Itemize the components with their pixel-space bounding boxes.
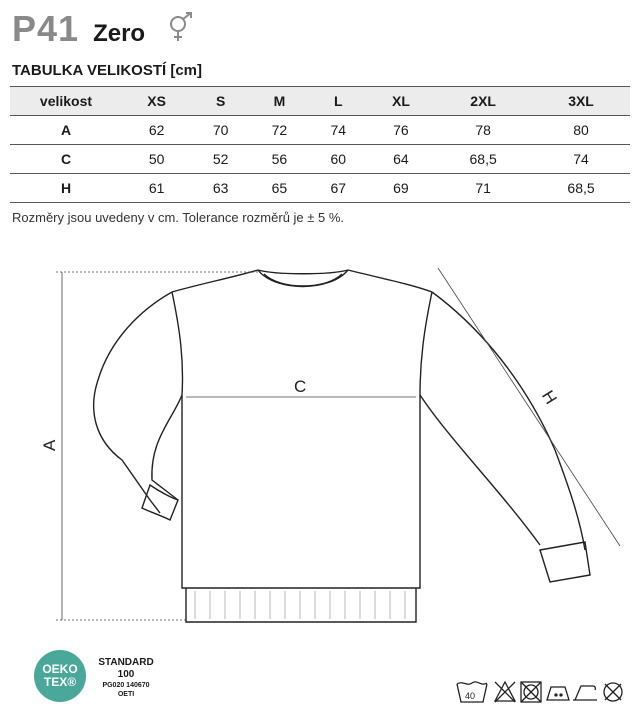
no-bleach-icon bbox=[495, 682, 515, 702]
product-model: Zero bbox=[93, 20, 146, 47]
no-dry-clean-circle-icon bbox=[604, 683, 622, 701]
column-header: XL bbox=[368, 87, 435, 116]
size-table-title: TABULKA VELIKOSTÍ [cm] bbox=[12, 62, 202, 79]
table-cell: 56 bbox=[250, 145, 309, 174]
row-label: C bbox=[10, 145, 122, 174]
standard-number: 100 bbox=[117, 669, 135, 680]
table-row bbox=[10, 116, 630, 145]
product-header bbox=[12, 8, 145, 50]
table-cell: 71 bbox=[434, 174, 532, 203]
no-dry-clean-icon bbox=[573, 686, 597, 700]
table-cell: 65 bbox=[250, 174, 309, 203]
table-cell: 69 bbox=[368, 174, 435, 203]
table-row bbox=[10, 174, 630, 203]
column-header: M bbox=[250, 87, 309, 116]
product-code: P41 bbox=[12, 8, 80, 49]
right-shoulder bbox=[348, 270, 432, 292]
column-header: XS bbox=[122, 87, 191, 116]
left-sleeve-outer bbox=[94, 292, 172, 513]
oeko-line2: TEX® bbox=[43, 675, 77, 689]
right-sleeve-outer bbox=[432, 292, 585, 550]
label-c: C bbox=[294, 377, 307, 396]
table-cell: 72 bbox=[250, 116, 309, 145]
table-cell: 63 bbox=[191, 174, 250, 203]
left-shoulder bbox=[172, 270, 258, 292]
hem-ribbing bbox=[195, 591, 405, 619]
column-header: L bbox=[309, 87, 368, 116]
table-cell: 74 bbox=[532, 145, 630, 174]
table-cell: 74 bbox=[309, 116, 368, 145]
table-cell: 62 bbox=[122, 116, 191, 145]
standard-label: STANDARD bbox=[98, 657, 154, 668]
table-cell: 52 bbox=[191, 145, 250, 174]
tolerance-note: Rozměry jsou uvedeny v cm. Tolerance rozměrů je ± 5 %. bbox=[12, 210, 345, 225]
table-cell: 60 bbox=[309, 145, 368, 174]
no-tumble-dry-icon bbox=[521, 682, 541, 702]
cert-code: PG020 140670 bbox=[102, 682, 150, 689]
label-a: A bbox=[40, 439, 59, 451]
column-header: 3XL bbox=[532, 87, 630, 116]
table-cell: 68,5 bbox=[532, 174, 630, 203]
row-label: H bbox=[10, 174, 122, 203]
wash-temp: 40 bbox=[465, 691, 476, 701]
collar-inner bbox=[264, 274, 342, 286]
table-header-row bbox=[10, 87, 630, 116]
care-symbols bbox=[455, 678, 625, 704]
cert-institute: OETI bbox=[117, 691, 135, 698]
wash-40-icon bbox=[457, 682, 487, 702]
column-header: velikost bbox=[10, 87, 122, 116]
label-h: H bbox=[538, 387, 561, 408]
collar-top bbox=[258, 270, 348, 274]
table-cell: 80 bbox=[532, 116, 630, 145]
right-cuff bbox=[540, 542, 590, 582]
right-sleeve-inner bbox=[420, 395, 540, 545]
table-cell: 50 bbox=[122, 145, 191, 174]
table-cell: 64 bbox=[368, 145, 435, 174]
oeko-tex-logo bbox=[34, 650, 86, 702]
iron-medium-icon bbox=[547, 687, 569, 700]
table-cell: 61 bbox=[122, 174, 191, 203]
table-cell: 78 bbox=[434, 116, 532, 145]
row-label: A bbox=[10, 116, 122, 145]
sweatshirt-diagram bbox=[0, 250, 638, 640]
left-cuff bbox=[142, 485, 178, 520]
hem-band bbox=[186, 588, 416, 622]
table-cell: 70 bbox=[191, 116, 250, 145]
right-armhole bbox=[420, 292, 432, 395]
male-symbol-icon bbox=[166, 12, 194, 42]
table-cell: 76 bbox=[368, 116, 435, 145]
column-header: 2XL bbox=[434, 87, 532, 116]
size-table bbox=[10, 86, 630, 203]
oeko-line1: OEKO bbox=[42, 662, 78, 676]
body-outline bbox=[182, 395, 420, 588]
certification-block bbox=[96, 657, 156, 699]
table-cell: 68,5 bbox=[434, 145, 532, 174]
left-armhole bbox=[172, 292, 183, 395]
left-sleeve-inner bbox=[152, 395, 182, 500]
table-row bbox=[10, 145, 630, 174]
table-cell: 67 bbox=[309, 174, 368, 203]
dimension-h-line bbox=[438, 268, 620, 546]
column-header: S bbox=[191, 87, 250, 116]
